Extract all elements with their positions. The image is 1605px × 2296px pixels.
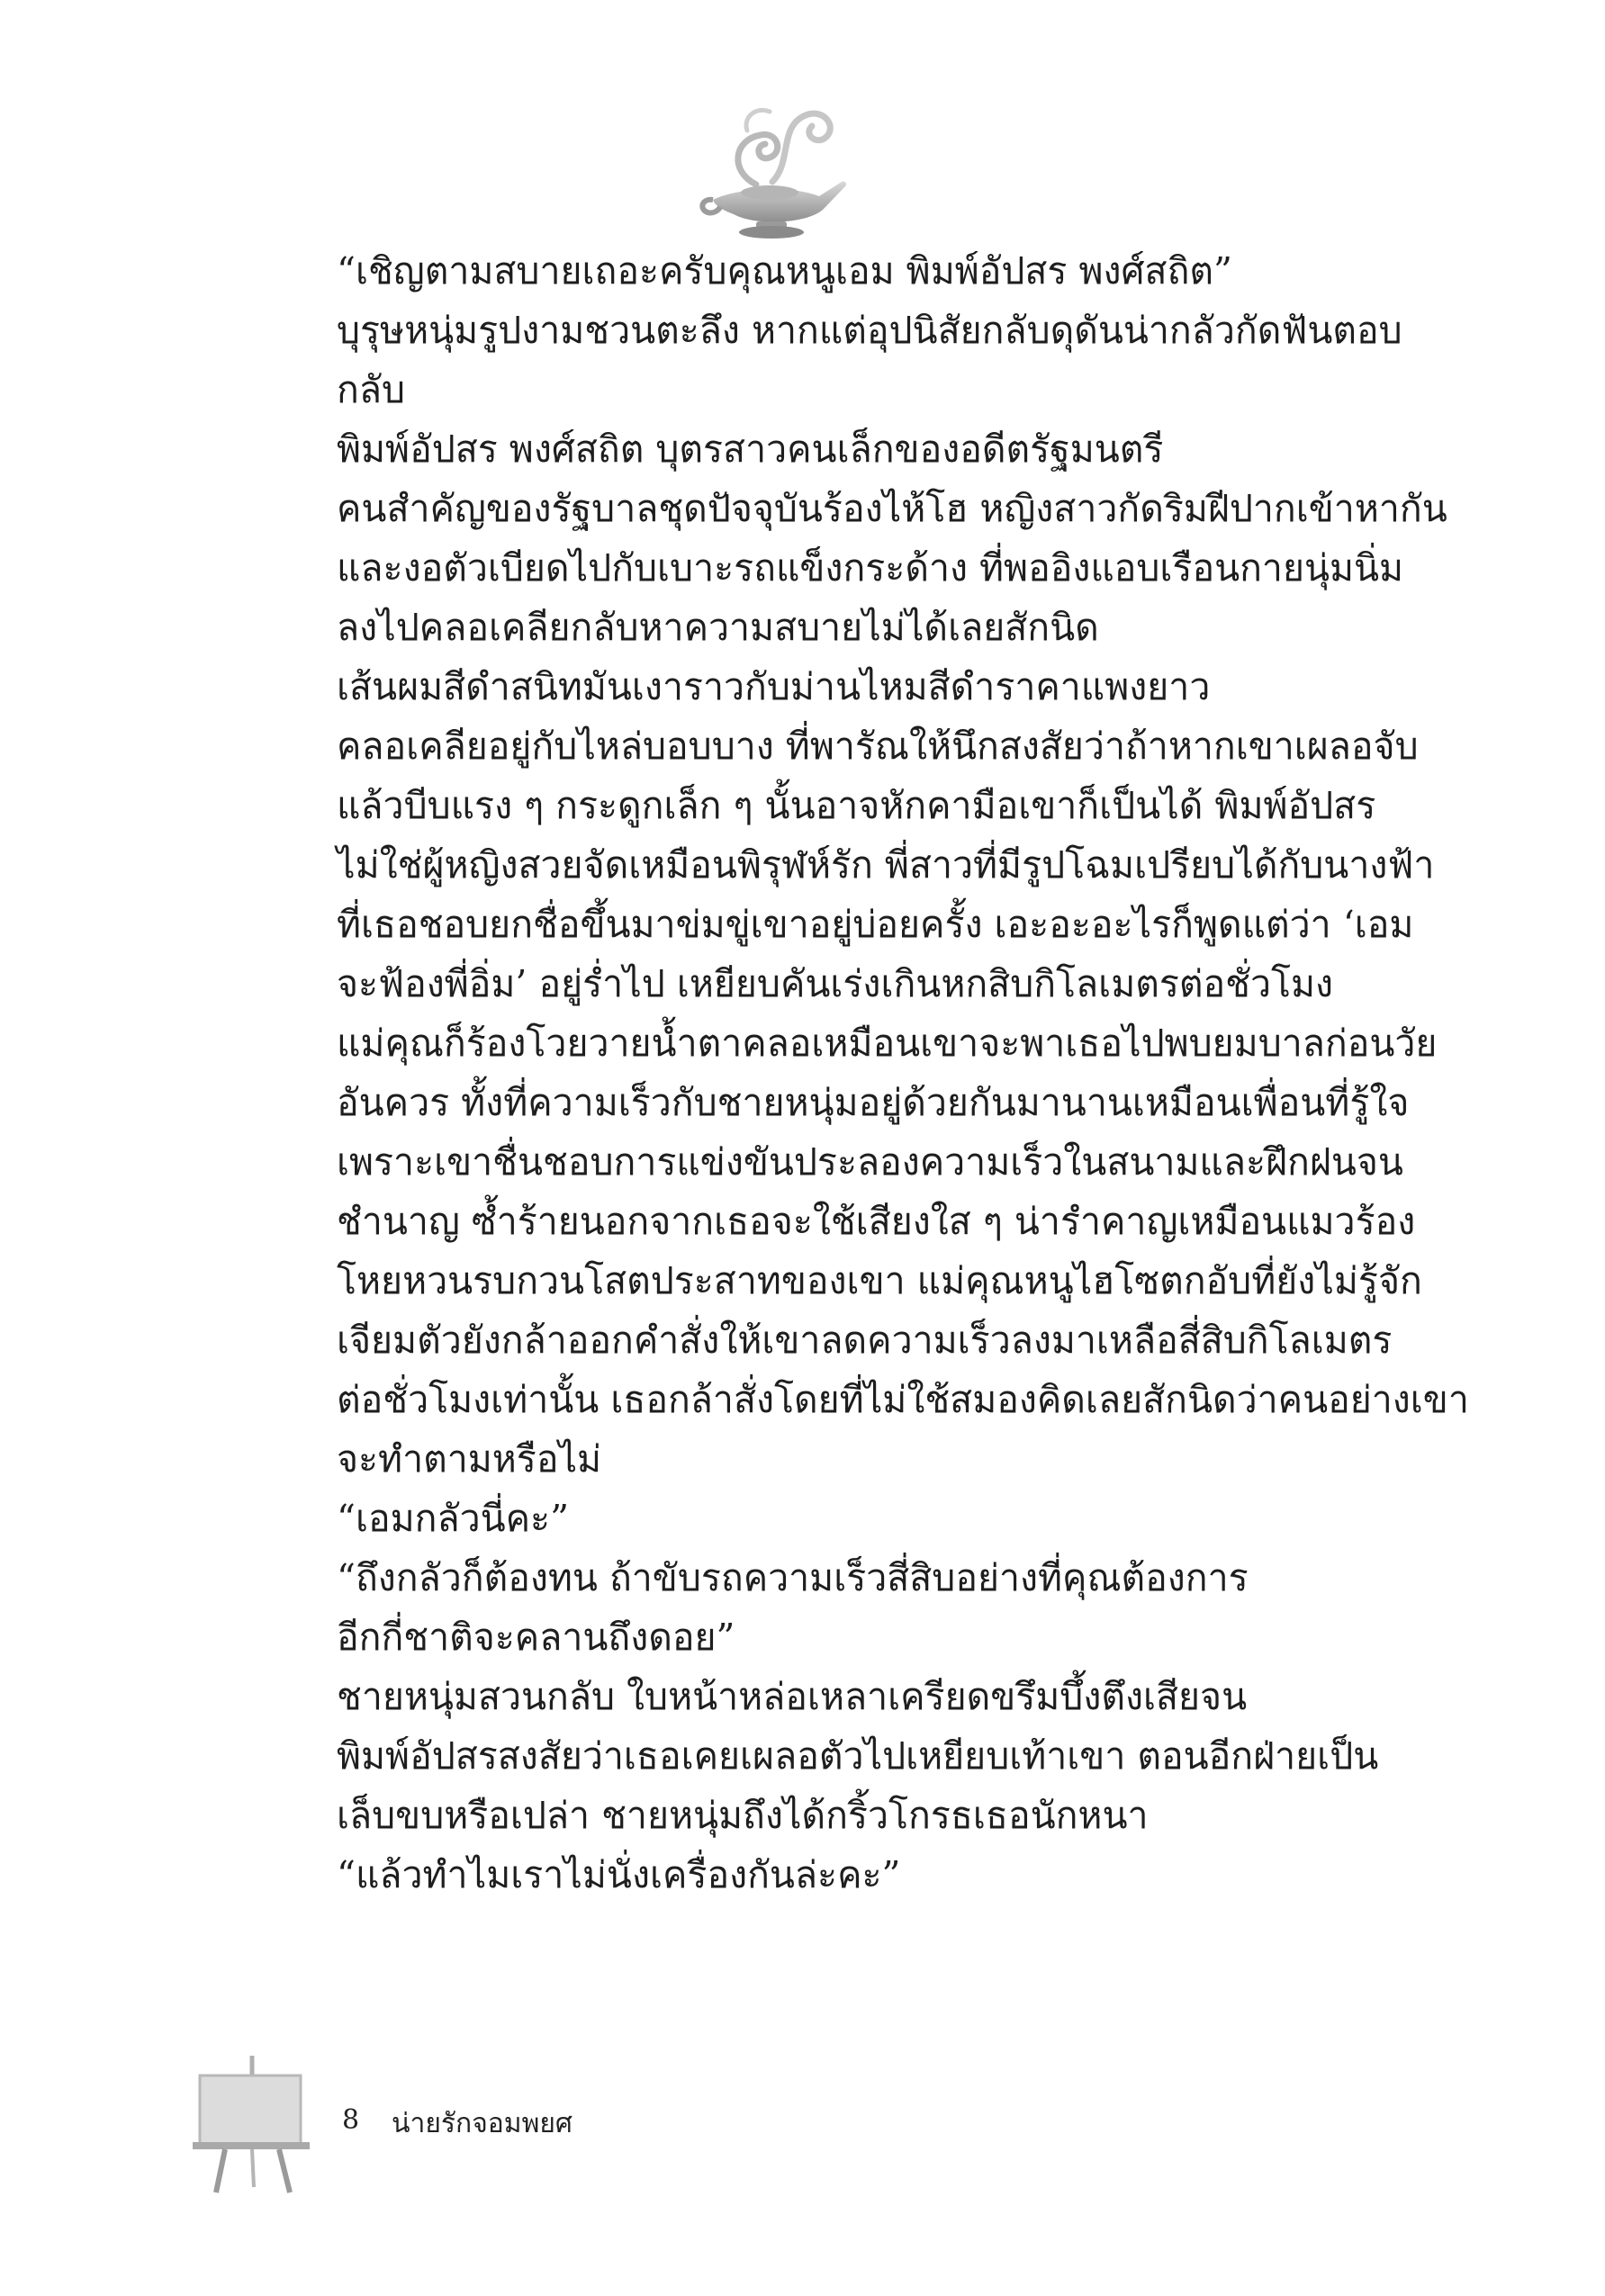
paragraph bbox=[194, 1667, 1379, 1845]
paragraph bbox=[194, 657, 1469, 1489]
text-line: “ถึงกลัวก็ต้องทน ถ้าขับรถความเร็วสี่สิบอย่างที่คุณต้องการ bbox=[337, 1556, 1249, 1599]
text-line: ที่เธอชอบยกชื่อขึ้นมาข่มขู่เขาอยู่บ่อยครั้ง เอะอะอะไรก็พูดแต่ว่า ‘เอม bbox=[337, 903, 1414, 946]
text-line: แล้วบีบแรง ๆ กระดูกเล็ก ๆ นั้นอาจหักคามือเขาก็เป็นได้ พิมพ์อัปสร bbox=[337, 784, 1376, 827]
text-line: เจียมตัวยังกล้าออกคำสั่งให้เขาลดความเร็วลงมาเหลือสี่สิบกิโลเมตร bbox=[337, 1319, 1393, 1362]
text-line: จะทำตามหรือไม่ bbox=[337, 1437, 602, 1481]
paragraph bbox=[194, 241, 1402, 419]
paragraph bbox=[194, 419, 1447, 657]
text-line: เส้นผมสีดำสนิทมันเงาราวกับม่านไหมสีดำราคาแพงยาว bbox=[337, 665, 1211, 708]
text-line: และงอตัวเบียดไปกับเบาะรถแข็งกระด้าง ที่พออิงแอบเรือนกายนุ่มนิ่ม bbox=[337, 546, 1404, 590]
text-line: เพราะเขาชื่นชอบการแข่งขันประลองความเร็วในสนามและฝึกฝนจน bbox=[337, 1140, 1403, 1184]
paragraph bbox=[194, 1845, 1334, 1904]
genie-lamp-icon bbox=[693, 99, 851, 243]
text-line: ลงไปคลอเคลียกลับหาความสบายไม่ได้เลยสักนิด bbox=[337, 606, 1099, 649]
text-line: แม่คุณก็ร้องโวยวายน้ำตาคลอเหมือนเขาจะพาเธอไปพบยมบาลก่อนวัย bbox=[337, 1022, 1438, 1065]
text-line: อันควร ทั้งที่ความเร็วกับชายหนุ่มอยู่ด้วยกันมานานเหมือนเพื่อนที่รู้ใจ bbox=[337, 1081, 1410, 1124]
text-line: “แล้วทำไมเราไม่นั่งเครื่องกันล่ะคะ” bbox=[337, 1853, 901, 1896]
paragraph bbox=[194, 1548, 1334, 1667]
easel-icon bbox=[189, 2052, 315, 2196]
body-text bbox=[194, 241, 1469, 1904]
text-line: คนสำคัญของรัฐบาลชุดปัจจุบันร้องไห้โฮ หญิงสาวกัดริมฝีปากเข้าหากัน bbox=[337, 487, 1447, 530]
text-line: อีกกี่ชาติจะคลานถึงดอย” bbox=[337, 1616, 735, 1659]
text-line: “เอมกลัวนี่คะ” bbox=[337, 1497, 570, 1540]
text-line: โหยหวนรบกวนโสตประสาทของเขา แม่คุณหนูไฮโซตกอับที่ยังไม่รู้จัก bbox=[337, 1259, 1422, 1302]
text-line: พิมพ์อัปสรสงสัยว่าเธอเคยเผลอตัวไปเหยียบเท้าเขา ตอนอีกฝ่ายเป็น bbox=[337, 1734, 1379, 1778]
text-line: บุรุษหนุ่มรูปงามชวนตะลึง หากแต่อุปนิสัยกลับดุดันน่ากลัวกัดฟันตอบ bbox=[337, 309, 1402, 352]
text-line: เล็บขบหรือเปล่า ชายหนุ่มถึงได้กริ้วโกรธเธอนักหนา bbox=[337, 1794, 1149, 1837]
paragraph bbox=[194, 1489, 1334, 1548]
text-line: ไม่ใช่ผู้หญิงสวยจัดเหมือนพิรุฬห์รัก พี่สาวที่มีรูปโฉมเปรียบได้กับนางฟ้า bbox=[337, 843, 1435, 887]
page-number: 8 bbox=[342, 2104, 360, 2136]
text-line: ชำนาญ ซ้ำร้ายนอกจากเธอจะใช้เสียงใส ๆ น่ารำคาญเหมือนแมวร้อง bbox=[337, 1200, 1416, 1243]
text-line: จะฟ้องพี่อิ่ม’ อยู่ร่ำไป เหยียบคันเร่งเกินหกสิบกิโลเมตรต่อชั่วโมง bbox=[337, 962, 1334, 1005]
text-line: กลับ bbox=[337, 368, 405, 411]
text-line: คลอเคลียอยู่กับไหล่บอบบาง ที่พารัณให้นึกสงสัยว่าถ้าหากเขาเผลอจับ bbox=[337, 725, 1419, 768]
book-title: น่ายรักจอมพยศ bbox=[392, 2108, 573, 2139]
text-line: “เชิญตามสบายเถอะครับคุณหนูเอม พิมพ์อัปสร พงศ์สถิต” bbox=[337, 249, 1232, 293]
text-line: พิมพ์อัปสร พงศ์สถิต บุตรสาวคนเล็กของอดีตรัฐมนตรี bbox=[337, 428, 1164, 471]
text-line: ต่อชั่วโมงเท่านั้น เธอกล้าสั่งโดยที่ไม่ใช้สมองคิดเลยสักนิดว่าคนอย่างเขา bbox=[337, 1378, 1469, 1421]
text-line: ชายหนุ่มสวนกลับ ใบหน้าหล่อเหลาเครียดขรึมบึ้งตึงเสียจน bbox=[337, 1675, 1248, 1718]
page-footer bbox=[189, 2052, 729, 2214]
